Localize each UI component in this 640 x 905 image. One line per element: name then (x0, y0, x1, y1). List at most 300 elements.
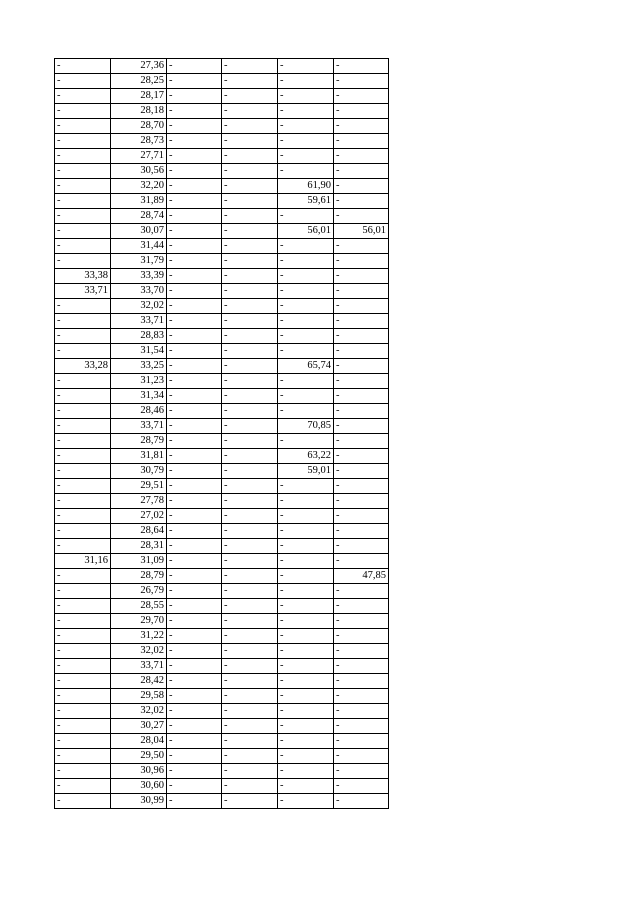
table-cell: - (222, 149, 278, 164)
table-cell: - (278, 89, 334, 104)
table-cell: - (334, 374, 389, 389)
table-cell: - (55, 344, 111, 359)
table-row (55, 389, 389, 404)
table-cell: - (167, 719, 222, 734)
table-cell: - (278, 704, 334, 719)
table-cell: 28,79 (111, 569, 167, 584)
table-cell: - (55, 614, 111, 629)
table-cell: - (167, 749, 222, 764)
table-cell: - (278, 689, 334, 704)
table-row (55, 314, 389, 329)
table-cell: - (334, 74, 389, 89)
table-cell: 29,51 (111, 479, 167, 494)
table-cell: - (334, 749, 389, 764)
table-cell: - (278, 104, 334, 119)
table-cell: - (278, 584, 334, 599)
table-cell: 30,07 (111, 224, 167, 239)
table-cell: - (55, 449, 111, 464)
table-row (55, 104, 389, 119)
table-cell: - (167, 74, 222, 89)
table-cell: 30,56 (111, 164, 167, 179)
table-cell: - (278, 404, 334, 419)
table-cell: - (167, 629, 222, 644)
table-cell: - (167, 344, 222, 359)
table-cell: - (334, 254, 389, 269)
table-cell: - (278, 764, 334, 779)
table-cell: - (334, 524, 389, 539)
table-cell: - (278, 524, 334, 539)
table-row (55, 374, 389, 389)
table-cell: 61,90 (278, 179, 334, 194)
table-cell: 32,02 (111, 704, 167, 719)
table-cell: 28,04 (111, 734, 167, 749)
table-cell: - (222, 599, 278, 614)
table-cell: 27,71 (111, 149, 167, 164)
table-cell: - (278, 779, 334, 794)
table-cell: - (222, 509, 278, 524)
table-row (55, 329, 389, 344)
table-cell: 33,71 (111, 314, 167, 329)
table-cell: - (167, 329, 222, 344)
table-cell: 33,38 (55, 269, 111, 284)
table-row (55, 134, 389, 149)
table-row (55, 539, 389, 554)
table-cell: - (222, 59, 278, 74)
table-cell: - (334, 194, 389, 209)
table-cell: - (55, 599, 111, 614)
table-cell: 31,23 (111, 374, 167, 389)
table-cell: 31,16 (55, 554, 111, 569)
table-cell: - (278, 734, 334, 749)
table-cell: - (55, 434, 111, 449)
table-row (55, 119, 389, 134)
table-cell: - (55, 119, 111, 134)
table-cell: - (55, 524, 111, 539)
table-cell: - (222, 704, 278, 719)
table-cell: - (167, 59, 222, 74)
table-cell: - (167, 734, 222, 749)
table-cell: 31,81 (111, 449, 167, 464)
table-row (55, 179, 389, 194)
table-cell: - (334, 209, 389, 224)
table-cell: 65,74 (278, 359, 334, 374)
table-cell: - (222, 239, 278, 254)
table-row (55, 584, 389, 599)
table-cell: 70,85 (278, 419, 334, 434)
table-cell: - (222, 104, 278, 119)
table-cell: - (167, 644, 222, 659)
table-cell: - (55, 314, 111, 329)
table-cell: - (278, 149, 334, 164)
table-cell: - (167, 554, 222, 569)
table-row (55, 149, 389, 164)
table-cell: - (334, 389, 389, 404)
table-cell: - (167, 584, 222, 599)
table-row (55, 554, 389, 569)
table-cell: - (278, 629, 334, 644)
table-cell: - (334, 779, 389, 794)
table-cell: 33,28 (55, 359, 111, 374)
table-cell: - (334, 149, 389, 164)
table-cell: - (334, 239, 389, 254)
table-cell: - (222, 644, 278, 659)
table-cell: - (55, 389, 111, 404)
table-cell: 31,44 (111, 239, 167, 254)
table-cell: - (167, 284, 222, 299)
table-cell: - (222, 629, 278, 644)
table-cell: - (55, 299, 111, 314)
table-cell: - (334, 284, 389, 299)
table-cell: - (334, 164, 389, 179)
table-cell: - (278, 374, 334, 389)
table-cell: - (278, 659, 334, 674)
table-cell: - (55, 539, 111, 554)
table-cell: - (167, 599, 222, 614)
table-cell: - (167, 674, 222, 689)
table-cell: 32,20 (111, 179, 167, 194)
table-cell: - (167, 494, 222, 509)
table-cell: - (222, 194, 278, 209)
table-row (55, 644, 389, 659)
table-cell: - (334, 704, 389, 719)
table-cell: - (222, 764, 278, 779)
table-cell: 56,01 (334, 224, 389, 239)
table-row (55, 254, 389, 269)
table-cell: - (222, 779, 278, 794)
table-cell: - (167, 434, 222, 449)
table-cell: - (278, 314, 334, 329)
table-cell: 30,99 (111, 794, 167, 809)
table-cell: - (167, 119, 222, 134)
table-cell: - (167, 359, 222, 374)
table-cell: - (334, 674, 389, 689)
table-cell: - (55, 104, 111, 119)
table-cell: - (55, 329, 111, 344)
table-cell: - (55, 74, 111, 89)
table-cell: 26,79 (111, 584, 167, 599)
table-body (55, 59, 389, 809)
table-cell: - (222, 419, 278, 434)
table-row (55, 419, 389, 434)
table-cell: - (55, 149, 111, 164)
table-cell: - (55, 584, 111, 599)
table-cell: - (278, 389, 334, 404)
table-cell: - (222, 794, 278, 809)
table-cell: - (334, 269, 389, 284)
table-cell: - (55, 734, 111, 749)
table-cell: 28,42 (111, 674, 167, 689)
table-cell: - (278, 269, 334, 284)
table-cell: - (55, 164, 111, 179)
table-cell: - (167, 134, 222, 149)
table-cell: - (334, 464, 389, 479)
table-cell: - (167, 299, 222, 314)
table-cell: - (222, 449, 278, 464)
table-cell: - (222, 569, 278, 584)
table-row (55, 209, 389, 224)
table-cell: 29,58 (111, 689, 167, 704)
table-cell: - (334, 314, 389, 329)
table-row (55, 239, 389, 254)
table-cell: - (278, 344, 334, 359)
table-cell: - (55, 659, 111, 674)
table-cell: - (334, 734, 389, 749)
table-cell: - (167, 194, 222, 209)
table-cell: - (167, 419, 222, 434)
table-cell: - (222, 74, 278, 89)
table-cell: - (55, 719, 111, 734)
table-cell: 29,50 (111, 749, 167, 764)
table-row (55, 509, 389, 524)
table-cell: 30,96 (111, 764, 167, 779)
table-cell: - (167, 209, 222, 224)
table-cell: 28,46 (111, 404, 167, 419)
table-cell: - (334, 434, 389, 449)
table-cell: 32,02 (111, 644, 167, 659)
table-cell: - (334, 509, 389, 524)
table-cell: 33,39 (111, 269, 167, 284)
table-row (55, 344, 389, 359)
table-cell: - (167, 179, 222, 194)
table-cell: - (167, 374, 222, 389)
table-cell: 32,02 (111, 299, 167, 314)
table-cell: - (278, 74, 334, 89)
table-row (55, 764, 389, 779)
table-cell: 33,25 (111, 359, 167, 374)
table-cell: - (55, 224, 111, 239)
table-cell: - (167, 449, 222, 464)
table-cell: - (55, 494, 111, 509)
table-cell: - (55, 179, 111, 194)
table-row (55, 449, 389, 464)
table-cell: 28,18 (111, 104, 167, 119)
table-cell: - (334, 689, 389, 704)
table-cell: - (222, 164, 278, 179)
table-cell: - (334, 404, 389, 419)
table-cell: - (222, 299, 278, 314)
table-cell: - (222, 734, 278, 749)
table-cell: - (334, 419, 389, 434)
table-cell: - (334, 659, 389, 674)
table-cell: - (278, 674, 334, 689)
table-cell: - (55, 779, 111, 794)
table-cell: - (55, 629, 111, 644)
table-cell: - (222, 269, 278, 284)
table-cell: - (334, 764, 389, 779)
table-cell: - (55, 644, 111, 659)
table-row (55, 59, 389, 74)
table-cell: - (167, 659, 222, 674)
table-cell: - (55, 59, 111, 74)
table-cell: - (278, 719, 334, 734)
table-cell: - (334, 614, 389, 629)
table-cell: - (167, 764, 222, 779)
table-row (55, 524, 389, 539)
table-row (55, 719, 389, 734)
table-cell: - (222, 719, 278, 734)
table-cell: - (334, 329, 389, 344)
table-row (55, 164, 389, 179)
table-cell: - (334, 554, 389, 569)
table-cell: 31,54 (111, 344, 167, 359)
table-cell: - (167, 104, 222, 119)
table-cell: - (334, 719, 389, 734)
table-row (55, 359, 389, 374)
table-row (55, 614, 389, 629)
table-cell: 31,79 (111, 254, 167, 269)
table-cell: 33,70 (111, 284, 167, 299)
table-cell: - (334, 629, 389, 644)
table-cell: - (222, 464, 278, 479)
table-cell: - (222, 584, 278, 599)
table-cell: - (334, 299, 389, 314)
table-cell: - (278, 284, 334, 299)
table-cell: 33,71 (111, 659, 167, 674)
table-cell: - (334, 344, 389, 359)
table-row (55, 779, 389, 794)
table-row (55, 479, 389, 494)
table-cell: - (222, 749, 278, 764)
table-cell: - (55, 704, 111, 719)
table-row (55, 404, 389, 419)
table-cell: 28,83 (111, 329, 167, 344)
table-cell: - (55, 209, 111, 224)
table-cell: 30,27 (111, 719, 167, 734)
table-cell: - (278, 329, 334, 344)
table-cell: - (278, 134, 334, 149)
table-cell: - (334, 89, 389, 104)
table-cell: 47,85 (334, 569, 389, 584)
table-cell: - (167, 239, 222, 254)
table-row (55, 659, 389, 674)
table-row (55, 629, 389, 644)
table-cell: - (222, 524, 278, 539)
table-cell: - (222, 404, 278, 419)
table-cell: - (55, 239, 111, 254)
table-row (55, 464, 389, 479)
table-row (55, 689, 389, 704)
table-cell: - (334, 104, 389, 119)
table-cell: - (334, 599, 389, 614)
table-cell: - (334, 59, 389, 74)
table-cell: - (167, 569, 222, 584)
table-cell: - (55, 479, 111, 494)
table-cell: 31,34 (111, 389, 167, 404)
table-cell: - (278, 614, 334, 629)
table-cell: - (222, 614, 278, 629)
table-cell: - (278, 509, 334, 524)
table-cell: - (334, 794, 389, 809)
table-cell: - (278, 794, 334, 809)
table-cell: - (278, 164, 334, 179)
table-cell: - (222, 689, 278, 704)
table-cell: - (334, 449, 389, 464)
table-cell: - (334, 494, 389, 509)
table-row (55, 734, 389, 749)
table-cell: - (278, 59, 334, 74)
table-cell: - (278, 569, 334, 584)
table-cell: 63,22 (278, 449, 334, 464)
table-cell: - (167, 479, 222, 494)
table-row (55, 569, 389, 584)
table-cell: - (278, 554, 334, 569)
table-row (55, 674, 389, 689)
table-cell: - (55, 689, 111, 704)
table-cell: - (167, 524, 222, 539)
table-cell: 27,78 (111, 494, 167, 509)
table-cell: - (167, 794, 222, 809)
table-cell: 28,25 (111, 74, 167, 89)
table-cell: - (222, 554, 278, 569)
table-cell: 28,79 (111, 434, 167, 449)
table-cell: 31,89 (111, 194, 167, 209)
table-cell: - (278, 434, 334, 449)
table-cell: - (55, 749, 111, 764)
table-cell: - (167, 224, 222, 239)
table-row (55, 299, 389, 314)
table-cell: - (55, 374, 111, 389)
table-cell: 59,01 (278, 464, 334, 479)
table-cell: 30,60 (111, 779, 167, 794)
table-cell: - (55, 674, 111, 689)
table-cell: - (222, 494, 278, 509)
table-cell: - (222, 329, 278, 344)
table-cell: - (167, 614, 222, 629)
table-cell: - (55, 134, 111, 149)
table-cell: - (55, 404, 111, 419)
table-cell: - (167, 164, 222, 179)
table-cell: - (55, 509, 111, 524)
table-row (55, 194, 389, 209)
table-cell: - (222, 479, 278, 494)
table-cell: - (222, 659, 278, 674)
table-cell: - (222, 389, 278, 404)
table-cell: 56,01 (278, 224, 334, 239)
table-cell: - (222, 179, 278, 194)
table-cell: - (167, 404, 222, 419)
data-table (54, 58, 389, 809)
table-cell: - (222, 284, 278, 299)
table-cell: 31,22 (111, 629, 167, 644)
table-cell: - (167, 149, 222, 164)
table-row (55, 599, 389, 614)
table-cell: - (334, 179, 389, 194)
table-cell: - (334, 119, 389, 134)
table-cell: 28,17 (111, 89, 167, 104)
table-cell: - (222, 254, 278, 269)
table-cell: - (334, 359, 389, 374)
table-row (55, 434, 389, 449)
table-cell: - (222, 89, 278, 104)
table-cell: - (167, 539, 222, 554)
table-cell: - (167, 254, 222, 269)
table-cell: - (167, 314, 222, 329)
table-cell: - (278, 644, 334, 659)
table-row (55, 74, 389, 89)
table-cell: - (222, 359, 278, 374)
table-cell: - (55, 419, 111, 434)
table-cell: - (167, 389, 222, 404)
table-cell: - (55, 89, 111, 104)
table-cell: - (167, 689, 222, 704)
table-cell: - (222, 674, 278, 689)
table-cell: - (222, 314, 278, 329)
table-cell: - (222, 374, 278, 389)
table-cell: - (278, 749, 334, 764)
table-cell: - (167, 464, 222, 479)
table-cell: - (222, 434, 278, 449)
table-cell: 28,64 (111, 524, 167, 539)
